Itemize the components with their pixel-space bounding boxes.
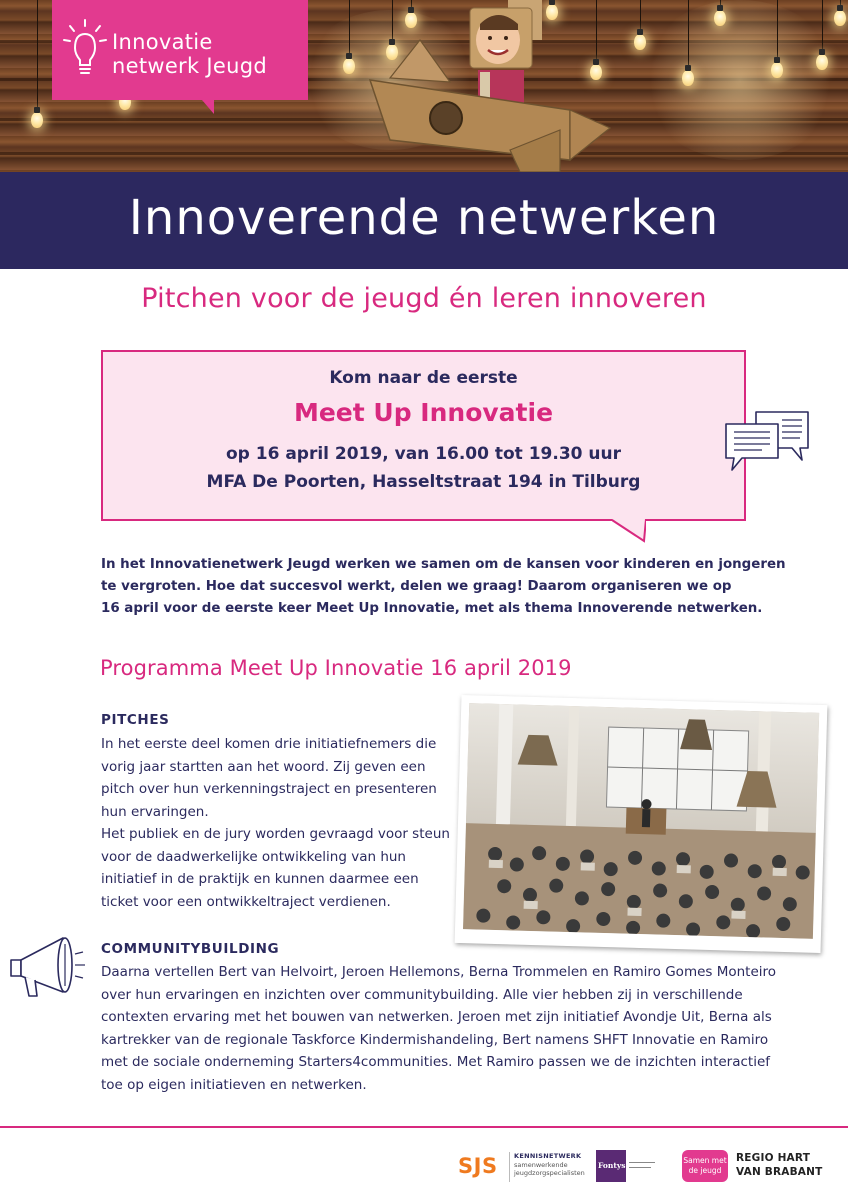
event-date-time: op 16 april 2019, van 16.00 tot 19.30 uur bbox=[225, 444, 622, 464]
intro-line: In het Innovatienetwerk Jeugd werken we samen om de kansen voor kinderen en jongeren bbox=[101, 557, 786, 572]
sjs-line-2: samenwerkende bbox=[514, 1161, 568, 1169]
samen-met-de-jeugd-logo bbox=[682, 1150, 728, 1182]
callout-tail bbox=[612, 519, 646, 543]
communitybuilding-text bbox=[101, 961, 776, 1096]
lightbulb-icon bbox=[62, 18, 108, 78]
event-photo bbox=[463, 703, 819, 939]
kid-rocket-illustration bbox=[360, 0, 620, 172]
intro-line: 16 april voor de eerste keer Meet Up Innovatie, met als thema Innoverende netwerken. bbox=[101, 601, 763, 616]
footer-divider bbox=[0, 1126, 848, 1128]
programme-title: Programma Meet Up Innovatie 16 april 2019 bbox=[100, 656, 572, 680]
innovatienetwerk-logo bbox=[52, 0, 308, 100]
fontys-name: Fontys bbox=[598, 1161, 626, 1170]
regio-line-1: REGIO HART bbox=[736, 1152, 811, 1164]
pitches-heading: PITCHES bbox=[101, 712, 170, 728]
pitches-line: voor de daadwerkelijke ontwikkeling van hun bbox=[101, 848, 406, 865]
fontys-logo bbox=[596, 1150, 656, 1182]
intro-paragraph bbox=[101, 554, 786, 620]
pitches-line: initiatief in de praktijk en kunnen daarmee een bbox=[101, 871, 419, 887]
intro-line: te vergroten. Hoe dat succesvol werkt, delen we graag! Daarom organiseren we op bbox=[101, 579, 732, 594]
communitybuilding-line: met de sociale onderneming Starters4communities. Met Ramiro passen we de inzichten interactief bbox=[101, 1054, 771, 1070]
megaphone-icon bbox=[7, 930, 87, 1002]
pitches-line: Het publiek en de jury worden gevraagd voor steun bbox=[101, 826, 450, 842]
pitches-line: hun ervaringen. bbox=[101, 803, 209, 820]
regio-line-2: VAN BRABANT bbox=[736, 1166, 823, 1178]
sjs-line-1: KENNISNETWERK bbox=[514, 1152, 582, 1160]
pitches-line: In het eerste deel komen drie initiatiefnemers die bbox=[101, 736, 437, 752]
callout-intro: Kom naar de eerste bbox=[329, 368, 518, 388]
event-callout bbox=[101, 350, 746, 521]
pitches-text bbox=[101, 733, 450, 913]
samen-line-1: Samen met bbox=[683, 1156, 727, 1165]
pitches-line: ticket voor een ontwikkeltraject verdienen. bbox=[101, 893, 391, 910]
communitybuilding-line: kartrekker van de regionale Taskforce Kindermishandeling, Bert namens SHFT Innovatie en Ramiro bbox=[101, 1031, 769, 1048]
sjs-abbr: SJS bbox=[458, 1154, 498, 1178]
event-photo-frame bbox=[455, 695, 828, 953]
communitybuilding-heading: COMMUNITYBUILDING bbox=[101, 941, 280, 957]
pitches-line: vorig jaar startten aan het woord. Zij geven een bbox=[101, 758, 426, 775]
title-band bbox=[0, 172, 848, 269]
logo-line-2: netwerk Jeugd bbox=[112, 54, 268, 78]
page-title: Innoverende netwerken bbox=[128, 190, 720, 246]
speech-bubbles-icon bbox=[722, 408, 812, 474]
communitybuilding-line: Daarna vertellen Bert van Helvoirt, Jeroen Hellemons, Berna Trommelen en Ramiro Gomes Monteiro bbox=[101, 964, 777, 980]
event-name: Meet Up Innovatie bbox=[293, 398, 554, 427]
event-location: MFA De Poorten, Hasseltstraat 194 in Tilburg bbox=[206, 472, 641, 492]
logo-line-1: Innovatie bbox=[112, 30, 213, 54]
header-banner bbox=[0, 0, 848, 172]
communitybuilding-line: over hun ervaringen en inzichten over communitybuilding. Alle vier hebben zij in verschillende bbox=[101, 986, 743, 1003]
sjs-line-3: jeugdzorgspecialisten bbox=[514, 1169, 585, 1177]
communitybuilding-line: contexten ervaring met het bouwen van netwerken. Jeroen met zijn initiatief Avondje Uit, Berna als bbox=[101, 1009, 772, 1025]
communitybuilding-line: toe op eigen initiatieven en netwerken. bbox=[101, 1076, 367, 1093]
subtitle: Pitchen voor de jeugd én leren innoveren bbox=[141, 283, 707, 314]
pitches-line: pitch over hun verkenningstraject en presenteren bbox=[101, 781, 437, 797]
samen-line-2: de jeugd bbox=[688, 1166, 722, 1175]
regio-hart-van-brabant-logo bbox=[736, 1150, 826, 1184]
